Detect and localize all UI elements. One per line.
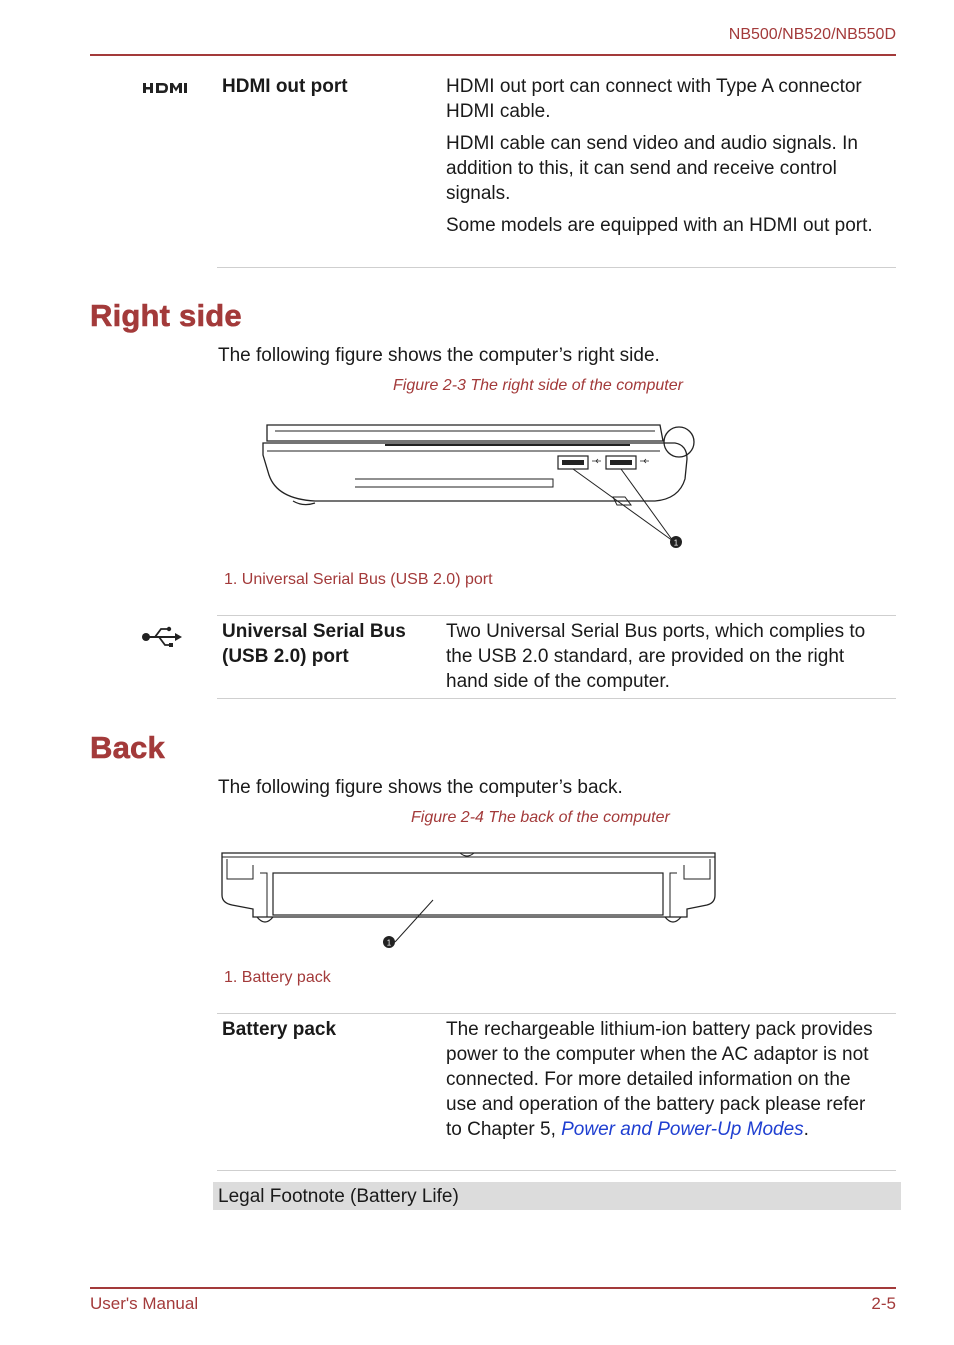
- figure-2-3-caption: Figure 2-3 The right side of the computer: [393, 377, 683, 394]
- usb-description: Two Universal Serial Bus ports, which complies to the USB 2.0 standard, are provided on the right hand side of the computer.: [446, 621, 866, 692]
- right-side-intro: The following figure shows the computer’s right side.: [218, 345, 660, 366]
- hdmi-desc-3: Some models are equipped with an HDMI out port.: [446, 215, 873, 236]
- right-side-figure: [255, 415, 705, 555]
- footer-page-number: 2-5: [871, 1294, 896, 1313]
- battery-description: [446, 1017, 884, 1142]
- back-figure: [215, 845, 725, 955]
- right-side-callout-number: 1: [673, 538, 679, 548]
- footer-manual-title: User's Manual: [90, 1294, 199, 1313]
- battery-row-divider: [217, 1170, 896, 1171]
- power-modes-link[interactable]: Power and Power-Up Modes: [561, 1119, 804, 1140]
- usb-icon: [141, 626, 185, 648]
- back-callout-label: 1. Battery pack: [224, 969, 331, 986]
- battery-row-top-divider: [217, 1013, 896, 1014]
- back-callout-number: 1: [386, 938, 392, 948]
- hdmi-row-divider: [217, 267, 896, 268]
- back-heading: Back: [90, 730, 165, 765]
- right-side-callout-label: 1. Universal Serial Bus (USB 2.0) port: [224, 571, 493, 588]
- hdmi-description: [446, 74, 896, 245]
- usb-term-line-2: (USB 2.0) port: [222, 646, 349, 667]
- header-model-name: NB500/NB520/NB550D: [728, 26, 896, 43]
- battery-desc-end: .: [803, 1119, 809, 1140]
- hdmi-icon: [143, 80, 193, 96]
- figure-2-4-caption: Figure 2-4 The back of the computer: [411, 809, 670, 826]
- usb-term-line-1: Universal Serial Bus: [222, 621, 406, 642]
- hdmi-desc-1: HDMI out port can connect with Type A connector HDMI cable.: [446, 76, 862, 122]
- battery-term: Battery pack: [222, 1019, 337, 1040]
- back-intro: The following figure shows the computer’s back.: [218, 777, 623, 798]
- right-side-heading: Right side: [90, 298, 242, 333]
- header-rule: [90, 54, 896, 56]
- hdmi-desc-2: HDMI cable can send video and audio signals. In addition to this, it can send and receive control signals.: [446, 133, 858, 204]
- legal-footnote-label[interactable]: Legal Footnote (Battery Life): [218, 1186, 459, 1207]
- usb-row-top-divider: [217, 615, 896, 616]
- footer-rule: [90, 1287, 896, 1289]
- hdmi-term: HDMI out port: [222, 76, 348, 97]
- battery-desc-text: The rechargeable lithium-ion battery pack provides power to the computer when the AC adaptor is not connected. For more detailed information on the use and operation of the battery pack please refer to Chapter 5,: [446, 1019, 873, 1140]
- usb-term: [222, 619, 437, 669]
- usb-row-divider: [217, 698, 896, 699]
